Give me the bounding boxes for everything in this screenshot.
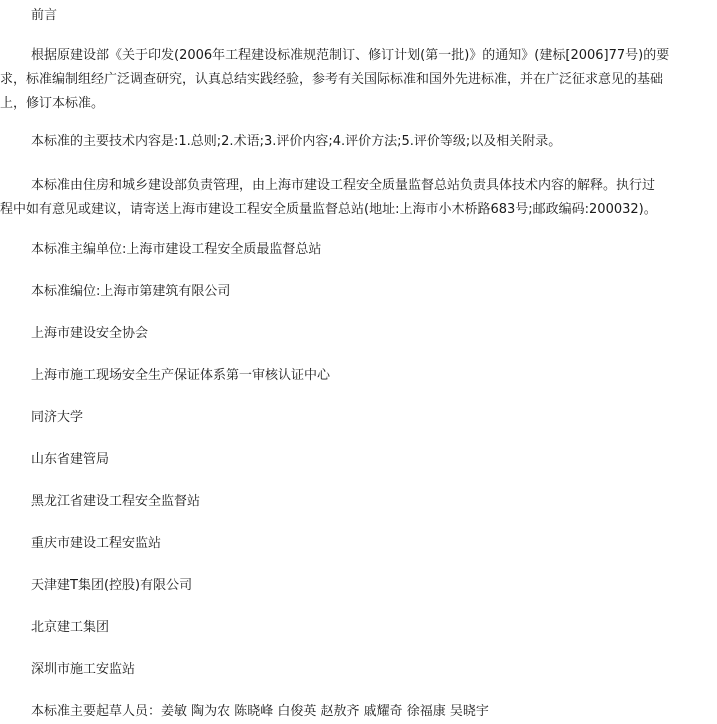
drafters-line: 本标准主要起草人员：姜敏 陶为农 陈晓峰 白俊英 赵敖齐 戚耀奇 徐福康 吴晓宇	[31, 704, 489, 719]
co-unit-item: 黑龙江省建设工程安全监督站	[31, 494, 201, 509]
co-unit-item: 天津建T集团(控股)有限公司	[31, 578, 193, 593]
co-unit-item: 上海市建设安全协会	[31, 326, 149, 341]
management-paragraph	[0, 174, 714, 222]
co-unit-item: 上海市施工现场安全生产保证体系第一审核认证中心	[31, 368, 331, 383]
co-unit-item: 同济大学	[31, 410, 84, 425]
contents-paragraph: 本标准的主要技术内容是:1.总则;2.术语;3.评价内容;4.评价方法;5.评价等级;以及相关附录。	[31, 134, 562, 149]
intro-line-2: 求，标准编制组经广泛调查研究，认真总结实践经验，参考有关国际标准和国外先进标准，并在广泛征求意见的基础	[0, 72, 664, 87]
co-unit-item: 深圳市施工安监站	[31, 662, 136, 677]
management-line-2: 程中如有意见或建议，请寄送上海市建设工程安全质量监督总站(地址:上海市小木桥路683号;邮政编码:200032)。	[0, 202, 657, 217]
intro-line-1: 根据原建设部《关于印发(2006年工程建设标准规范制订、修订计划(第一批)》的通知》(建标[2006]77号)的要	[31, 48, 670, 63]
co-unit-item: 重庆市建设工程安监站	[31, 536, 162, 551]
management-line-1: 本标准由住房和城乡建设部负责管理，由上海市建设工程安全质量监督总站负责具体技术内容的解释。执行过	[31, 178, 656, 193]
co-unit-item: 山东省建管局	[31, 452, 110, 467]
document-heading: 前言	[31, 8, 58, 23]
intro-line-3: 上，修订本标准。	[0, 96, 105, 111]
co-unit-item: 北京建工集团	[31, 620, 110, 635]
chief-unit-line: 本标准主编单位:上海市建设工程安全质最监督总站	[31, 242, 322, 257]
co-units-label-line: 本标准编位:上海市第建筑有限公司	[31, 284, 231, 299]
intro-paragraph	[0, 44, 714, 116]
